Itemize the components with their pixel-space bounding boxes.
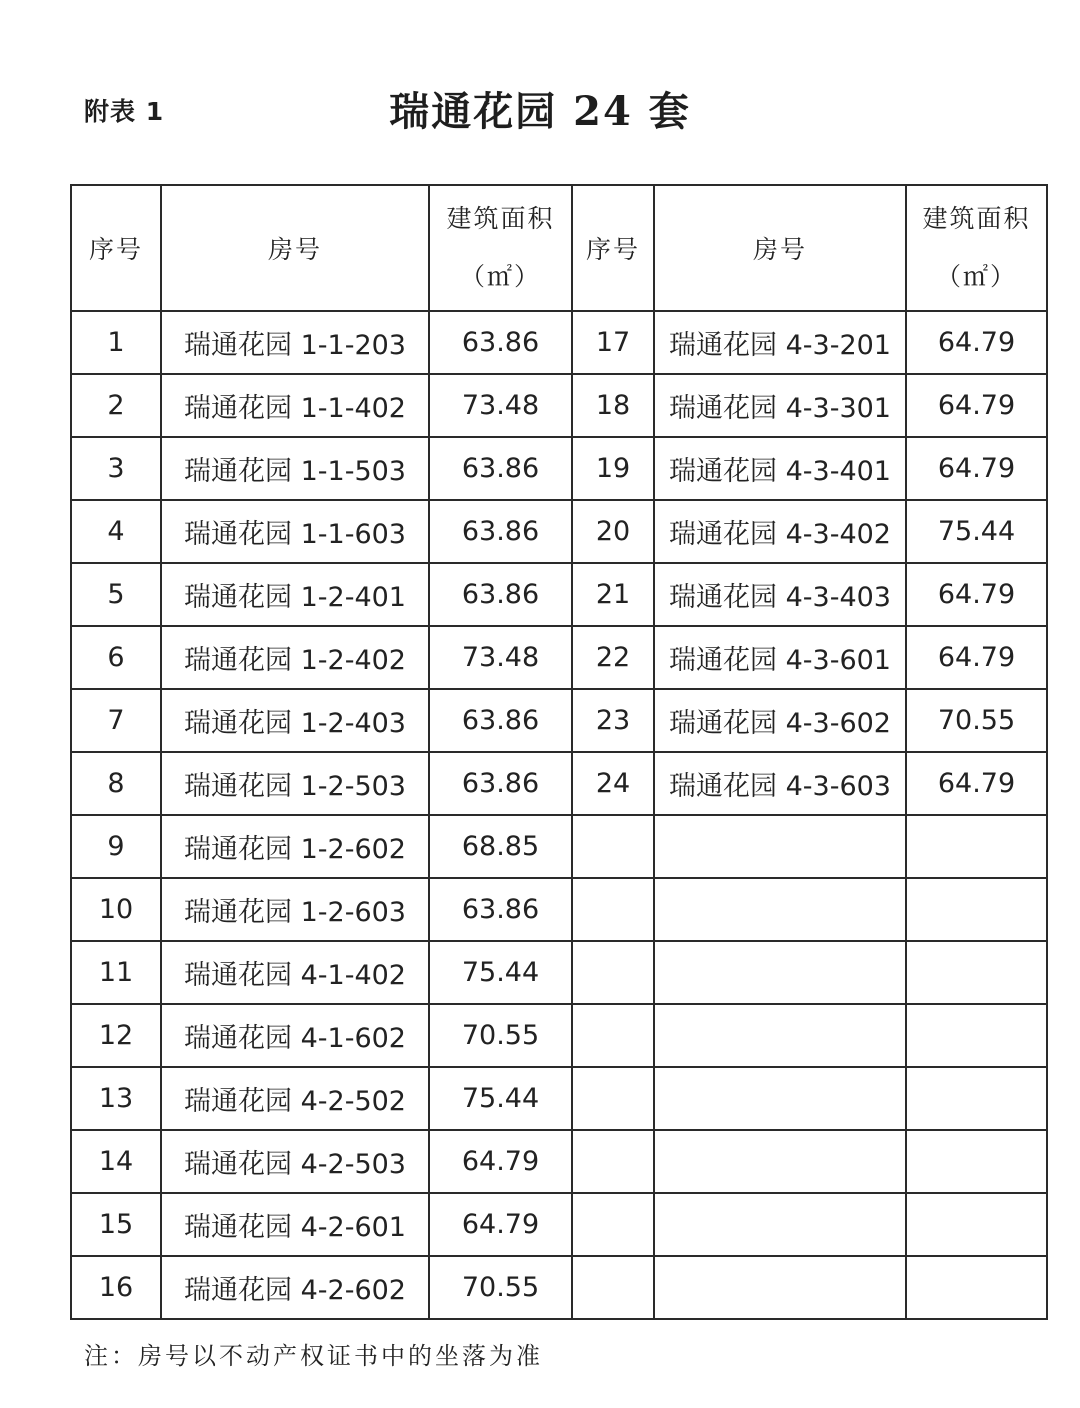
left-index-cell: 11 [71,941,161,1004]
right-room-cell [654,941,906,1004]
right-area-cell: 75.44 [906,500,1047,563]
left-area-cell: 70.55 [429,1256,572,1319]
left-index-cell: 12 [71,1004,161,1067]
column-header-room: 房号 [161,185,429,311]
right-area-cell: 64.79 [906,437,1047,500]
column-header-room-right: 房号 [654,185,906,311]
table-row [71,1067,1047,1130]
left-area-cell: 64.79 [429,1130,572,1193]
left-area-cell: 63.86 [429,311,572,374]
right-area-cell [906,1130,1047,1193]
right-index-cell: 19 [572,437,654,500]
table-row [71,689,1047,752]
right-room-cell: 瑞通花园 4-3-403 [654,563,906,626]
table-row [71,752,1047,815]
left-room-cell: 瑞通花园 1-2-401 [161,563,429,626]
right-index-cell [572,1004,654,1067]
column-header-index: 序号 [71,185,161,311]
area-header-unit: （㎡） [459,262,541,291]
right-index-cell [572,878,654,941]
right-area-cell [906,1256,1047,1319]
left-area-cell: 73.48 [429,626,572,689]
left-room-cell: 瑞通花园 1-2-602 [161,815,429,878]
right-index-cell: 18 [572,374,654,437]
right-index-cell: 17 [572,311,654,374]
right-area-cell [906,1193,1047,1256]
right-area-cell: 64.79 [906,752,1047,815]
table-row [71,878,1047,941]
table-row [71,815,1047,878]
area-header-label-right: 建筑面积 [922,204,1031,233]
left-index-cell: 4 [71,500,161,563]
right-area-cell: 64.79 [906,626,1047,689]
left-area-cell: 64.79 [429,1193,572,1256]
left-index-cell: 5 [71,563,161,626]
right-area-cell [906,1004,1047,1067]
table-row [71,626,1047,689]
left-room-cell: 瑞通花园 4-1-602 [161,1004,429,1067]
left-room-cell: 瑞通花园 1-1-603 [161,500,429,563]
right-index-cell [572,1067,654,1130]
table-row [71,563,1047,626]
left-index-cell: 6 [71,626,161,689]
left-index-cell: 10 [71,878,161,941]
left-index-cell: 13 [71,1067,161,1130]
left-index-cell: 16 [71,1256,161,1319]
area-header-unit-right: （㎡） [935,262,1017,291]
left-room-cell: 瑞通花园 1-1-503 [161,437,429,500]
right-room-cell: 瑞通花园 4-3-401 [654,437,906,500]
table-row [71,1004,1047,1067]
right-area-cell: 64.79 [906,311,1047,374]
left-area-cell: 70.55 [429,1004,572,1067]
table-header-row [71,185,1047,311]
left-room-cell: 瑞通花园 1-2-603 [161,878,429,941]
right-area-cell [906,815,1047,878]
right-index-cell: 24 [572,752,654,815]
right-room-cell [654,1004,906,1067]
left-area-cell: 75.44 [429,941,572,1004]
area-header-label: 建筑面积 [446,204,555,233]
right-room-cell [654,878,906,941]
right-room-cell [654,1067,906,1130]
table-body [71,311,1047,1319]
right-room-cell: 瑞通花园 4-3-602 [654,689,906,752]
left-room-cell: 瑞通花园 1-2-403 [161,689,429,752]
right-index-cell [572,1193,654,1256]
table-row [71,311,1047,374]
attachment-label: 附表 1 [84,97,165,126]
right-area-cell: 70.55 [906,689,1047,752]
left-room-cell: 瑞通花园 4-1-402 [161,941,429,1004]
left-index-cell: 7 [71,689,161,752]
left-index-cell: 2 [71,374,161,437]
left-area-cell: 63.86 [429,689,572,752]
room-table [70,184,1048,1320]
table-row [71,1193,1047,1256]
left-area-cell: 73.48 [429,374,572,437]
left-area-cell: 63.86 [429,752,572,815]
right-area-cell: 64.79 [906,563,1047,626]
left-index-cell: 15 [71,1193,161,1256]
left-area-cell: 63.86 [429,878,572,941]
document-title: 瑞通花园 24 套 [389,88,691,135]
left-room-cell: 瑞通花园 1-1-402 [161,374,429,437]
left-room-cell: 瑞通花园 1-2-503 [161,752,429,815]
right-area-cell [906,1067,1047,1130]
left-room-cell: 瑞通花园 4-2-602 [161,1256,429,1319]
left-area-cell: 63.86 [429,500,572,563]
left-area-cell: 63.86 [429,563,572,626]
left-index-cell: 9 [71,815,161,878]
right-room-cell [654,1130,906,1193]
right-area-cell [906,941,1047,1004]
table-row [71,941,1047,1004]
table-row [71,1256,1047,1319]
right-index-cell: 20 [572,500,654,563]
left-room-cell: 瑞通花园 4-2-601 [161,1193,429,1256]
right-room-cell: 瑞通花园 4-3-402 [654,500,906,563]
left-index-cell: 3 [71,437,161,500]
left-index-cell: 14 [71,1130,161,1193]
table-row [71,1130,1047,1193]
table-row [71,500,1047,563]
right-index-cell [572,1130,654,1193]
left-room-cell: 瑞通花园 1-1-203 [161,311,429,374]
right-area-cell: 64.79 [906,374,1047,437]
left-index-cell: 1 [71,311,161,374]
right-room-cell: 瑞通花园 4-3-201 [654,311,906,374]
right-index-cell: 22 [572,626,654,689]
table-row [71,437,1047,500]
left-area-cell: 68.85 [429,815,572,878]
column-header-index-right: 序号 [572,185,654,311]
right-room-cell: 瑞通花园 4-3-301 [654,374,906,437]
right-index-cell: 21 [572,563,654,626]
right-index-cell [572,1256,654,1319]
left-area-cell: 75.44 [429,1067,572,1130]
right-index-cell: 23 [572,689,654,752]
right-index-cell [572,815,654,878]
right-room-cell: 瑞通花园 4-3-601 [654,626,906,689]
table-row [71,374,1047,437]
footnote: 注：房号以不动产权证书中的坐落为准 [84,1342,543,1370]
right-room-cell: 瑞通花园 4-3-603 [654,752,906,815]
left-room-cell: 瑞通花园 4-2-502 [161,1067,429,1130]
left-area-cell: 63.86 [429,437,572,500]
left-index-cell: 8 [71,752,161,815]
column-header-area [429,185,572,311]
right-room-cell [654,815,906,878]
right-index-cell [572,941,654,1004]
right-room-cell [654,1256,906,1319]
right-room-cell [654,1193,906,1256]
left-room-cell: 瑞通花园 4-2-503 [161,1130,429,1193]
left-room-cell: 瑞通花园 1-2-402 [161,626,429,689]
right-area-cell [906,878,1047,941]
column-header-area-right [906,185,1047,311]
